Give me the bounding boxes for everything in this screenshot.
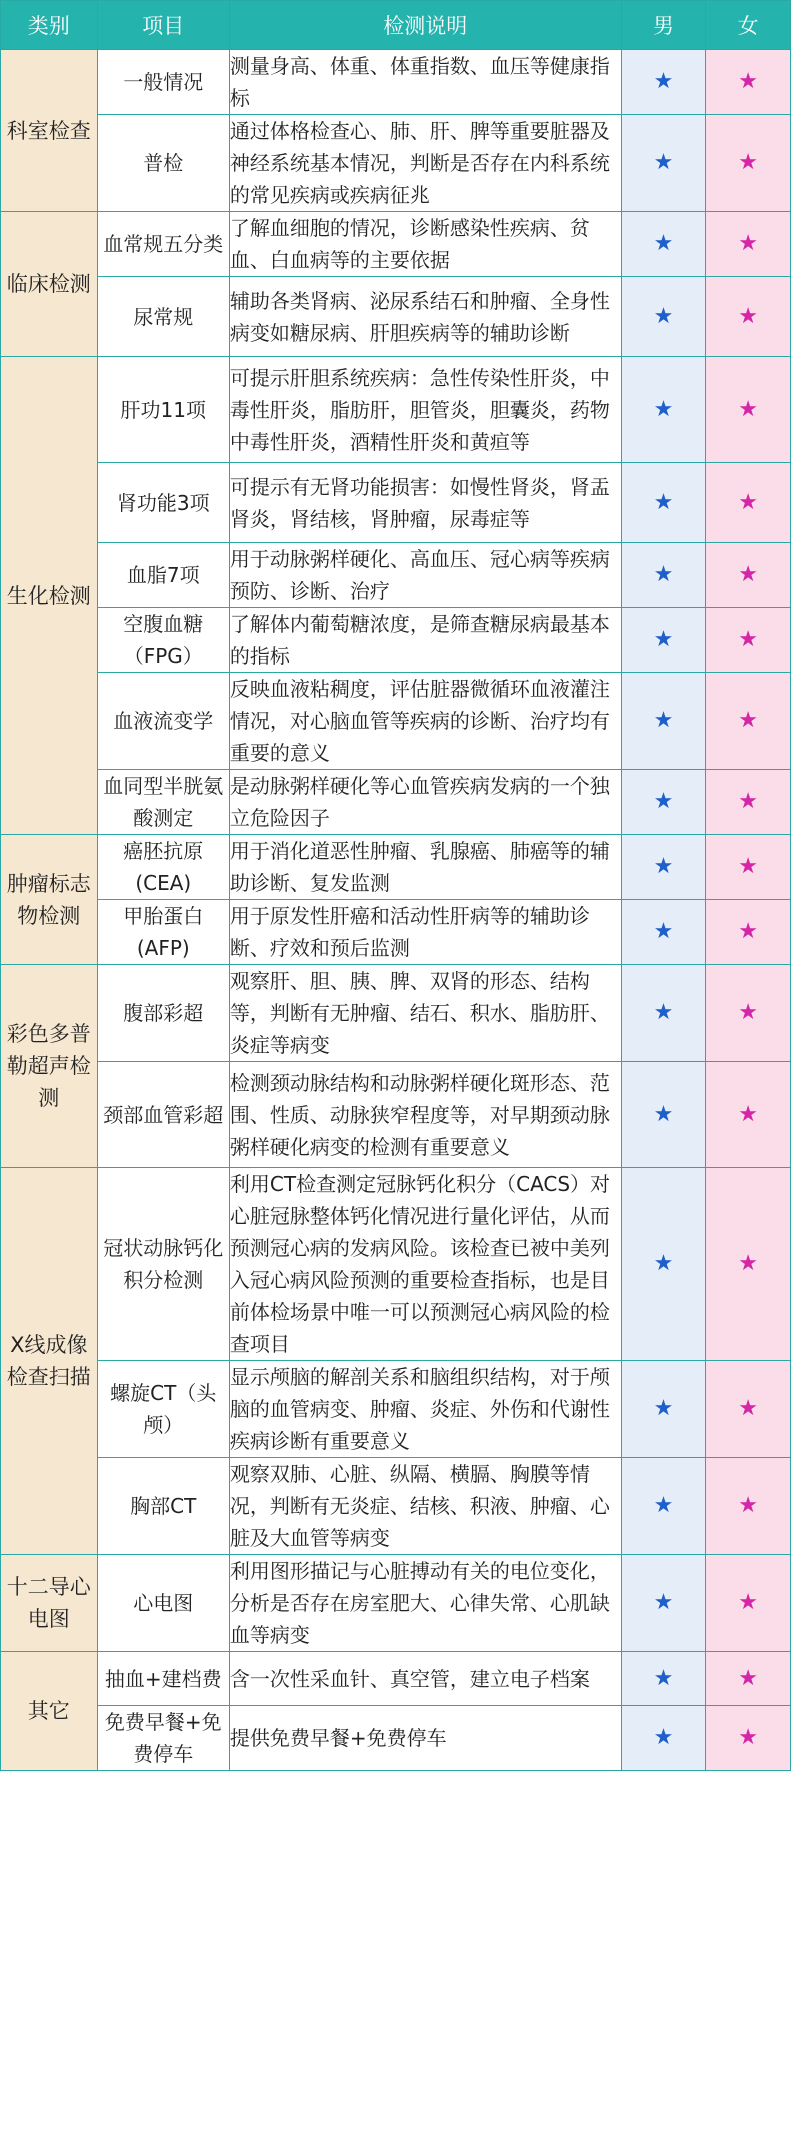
item-cell: 螺旋CT（头颅）: [97, 1361, 229, 1458]
star-icon: ★: [653, 489, 674, 515]
male-cell: [621, 965, 706, 1062]
description-cell: 利用CT检查测定冠脉钙化积分（CACS）对心脏冠脉整体钙化情况进行量化评估，从而预测冠心病的发病风险。该检查已被中美列入冠心病风险预测的重要检查指标，也是目前体检场景中唯一可以预测冠心病风险的检查项目: [229, 1168, 621, 1361]
table-row: [1, 115, 791, 212]
item-cell: 免费早餐+免费停车: [97, 1706, 229, 1771]
male-cell: [621, 463, 706, 543]
category-cell: X线成像检查扫描: [1, 1168, 98, 1555]
star-icon: ★: [653, 1000, 674, 1025]
item-cell: 冠状动脉钙化积分检测: [97, 1168, 229, 1361]
star-icon: ★: [653, 1725, 674, 1750]
category-cell: 肿瘤标志物检测: [1, 835, 98, 965]
star-icon: ★: [653, 1665, 674, 1691]
male-cell: [621, 608, 706, 673]
star-icon: ★: [653, 854, 674, 879]
star-icon: ★: [653, 150, 674, 175]
female-cell: [706, 1062, 791, 1168]
star-icon: ★: [738, 1493, 759, 1518]
table-row: [1, 212, 791, 277]
star-icon: ★: [738, 303, 759, 329]
female-cell: [706, 1458, 791, 1555]
item-cell: 血液流变学: [97, 673, 229, 770]
female-cell: [706, 543, 791, 608]
description-cell: 利用图形描记与心脏搏动有关的电位变化，分析是否存在房室肥大、心律失常、心肌缺血等病变: [229, 1555, 621, 1652]
star-icon: ★: [653, 919, 674, 944]
male-cell: [621, 1652, 706, 1706]
table-row: [1, 835, 791, 900]
female-cell: [706, 900, 791, 965]
female-cell: [706, 1361, 791, 1458]
female-cell: [706, 277, 791, 357]
male-cell: [621, 900, 706, 965]
star-icon: ★: [653, 562, 674, 587]
male-cell: [621, 673, 706, 770]
item-cell: 血同型半胱氨酸测定: [97, 770, 229, 835]
header-row: [1, 1, 791, 50]
category-cell: 科室检查: [1, 50, 98, 212]
table-row: [1, 608, 791, 673]
table-row: [1, 277, 791, 357]
description-cell: 可提示有无肾功能损害：如慢性肾炎，肾盂肾炎，肾结核，肾肿瘤，尿毒症等: [229, 463, 621, 543]
table-body: [1, 50, 791, 1771]
description-cell: 是动脉粥样硬化等心血管疾病发病的一个独立危险因子: [229, 770, 621, 835]
description-cell: 可提示肝胆系统疾病：急性传染性肝炎，中毒性肝炎，脂肪肝，胆管炎，胆囊炎，药物中毒性肝炎，酒精性肝炎和黄疸等: [229, 357, 621, 463]
table-row: [1, 357, 791, 463]
item-cell: 普检: [97, 115, 229, 212]
table-header: [1, 1, 791, 50]
male-cell: [621, 357, 706, 463]
star-icon: ★: [738, 562, 759, 587]
star-icon: ★: [738, 1725, 759, 1750]
table-row: [1, 1062, 791, 1168]
category-cell: 其它: [1, 1652, 98, 1771]
description-cell: 测量身高、体重、体重指数、血压等健康指标: [229, 50, 621, 115]
star-icon: ★: [653, 1251, 674, 1276]
star-icon: ★: [738, 789, 759, 814]
table-row: [1, 965, 791, 1062]
star-icon: ★: [653, 1590, 674, 1615]
item-cell: 胸部CT: [97, 1458, 229, 1555]
header-item: 项目: [97, 1, 229, 50]
star-icon: ★: [738, 627, 759, 652]
table-row: [1, 1555, 791, 1652]
table-row: [1, 1458, 791, 1555]
item-cell: 空腹血糖（FPG）: [97, 608, 229, 673]
item-cell: 尿常规: [97, 277, 229, 357]
table-row: [1, 463, 791, 543]
description-cell: 用于消化道恶性肿瘤、乳腺癌、肺癌等的辅助诊断、复发监测: [229, 835, 621, 900]
female-cell: [706, 1652, 791, 1706]
description-cell: 观察肝、胆、胰、脾、双肾的形态、结构等，判断有无肿瘤、结石、积水、脂肪肝、炎症等病变: [229, 965, 621, 1062]
star-icon: ★: [738, 1101, 759, 1127]
female-cell: [706, 608, 791, 673]
star-icon: ★: [738, 854, 759, 879]
table-row: [1, 1168, 791, 1361]
female-cell: [706, 463, 791, 543]
table-row: [1, 770, 791, 835]
male-cell: [621, 115, 706, 212]
item-cell: 癌胚抗原(CEA): [97, 835, 229, 900]
header-male: 男: [621, 1, 706, 50]
description-cell: 观察双肺、心脏、纵隔、横膈、胸膜等情况，判断有无炎症、结核、积液、肿瘤、心脏及大血管等病变: [229, 1458, 621, 1555]
description-cell: 提供免费早餐+免费停车: [229, 1706, 621, 1771]
female-cell: [706, 115, 791, 212]
star-icon: ★: [738, 150, 759, 175]
header-female: 女: [706, 1, 791, 50]
female-cell: [706, 835, 791, 900]
male-cell: [621, 212, 706, 277]
table-row: [1, 900, 791, 965]
female-cell: [706, 212, 791, 277]
star-icon: ★: [653, 1396, 674, 1421]
male-cell: [621, 770, 706, 835]
description-cell: 含一次性采血针、真空管，建立电子档案: [229, 1652, 621, 1706]
star-icon: ★: [653, 231, 674, 256]
star-icon: ★: [653, 789, 674, 814]
female-cell: [706, 673, 791, 770]
male-cell: [621, 1706, 706, 1771]
star-icon: ★: [653, 303, 674, 329]
star-icon: ★: [653, 1493, 674, 1518]
table-row: [1, 1706, 791, 1771]
star-icon: ★: [738, 1000, 759, 1025]
star-icon: ★: [653, 627, 674, 652]
description-cell: 辅助各类肾病、泌尿系结石和肿瘤、全身性病变如糖尿病、肝胆疾病等的辅助诊断: [229, 277, 621, 357]
male-cell: [621, 1062, 706, 1168]
star-icon: ★: [738, 69, 759, 94]
description-cell: 了解血细胞的情况，诊断感染性疾病、贫血、白血病等的主要依据: [229, 212, 621, 277]
star-icon: ★: [738, 708, 759, 733]
female-cell: [706, 965, 791, 1062]
category-cell: 彩色多普勒超声检测: [1, 965, 98, 1168]
male-cell: [621, 277, 706, 357]
female-cell: [706, 770, 791, 835]
description-cell: 了解体内葡萄糖浓度，是筛查糖尿病最基本的指标: [229, 608, 621, 673]
male-cell: [621, 1168, 706, 1361]
star-icon: ★: [653, 69, 674, 94]
description-cell: 用于原发性肝癌和活动性肝病等的辅助诊断、疗效和预后监测: [229, 900, 621, 965]
star-icon: ★: [738, 396, 759, 422]
star-icon: ★: [653, 396, 674, 422]
item-cell: 心电图: [97, 1555, 229, 1652]
table-row: [1, 50, 791, 115]
star-icon: ★: [738, 1396, 759, 1421]
table-row: [1, 1361, 791, 1458]
table-row: [1, 543, 791, 608]
male-cell: [621, 543, 706, 608]
description-cell: 用于动脉粥样硬化、高血压、冠心病等疾病预防、诊断、治疗: [229, 543, 621, 608]
description-cell: 检测颈动脉结构和动脉粥样硬化斑形态、范围、性质、动脉狭窄程度等，对早期颈动脉粥样硬化病变的检测有重要意义: [229, 1062, 621, 1168]
table-row: [1, 1652, 791, 1706]
male-cell: [621, 835, 706, 900]
female-cell: [706, 1555, 791, 1652]
item-cell: 血脂7项: [97, 543, 229, 608]
description-cell: 显示颅脑的解剖关系和脑组织结构，对于颅脑的血管病变、肿瘤、炎症、外伤和代谢性疾病诊断有重要意义: [229, 1361, 621, 1458]
star-icon: ★: [653, 1101, 674, 1127]
item-cell: 抽血+建档费: [97, 1652, 229, 1706]
male-cell: [621, 50, 706, 115]
star-icon: ★: [738, 1665, 759, 1691]
female-cell: [706, 357, 791, 463]
star-icon: ★: [653, 708, 674, 733]
item-cell: 血常规五分类: [97, 212, 229, 277]
item-cell: 肝功11项: [97, 357, 229, 463]
female-cell: [706, 50, 791, 115]
header-category: 类别: [1, 1, 98, 50]
item-cell: 甲胎蛋白(AFP): [97, 900, 229, 965]
header-description: 检测说明: [229, 1, 621, 50]
female-cell: [706, 1168, 791, 1361]
star-icon: ★: [738, 1251, 759, 1276]
male-cell: [621, 1458, 706, 1555]
category-cell: 临床检测: [1, 212, 98, 357]
category-cell: 十二导心电图: [1, 1555, 98, 1652]
star-icon: ★: [738, 1590, 759, 1615]
item-cell: 一般情况: [97, 50, 229, 115]
description-cell: 通过体格检查心、肺、肝、脾等重要脏器及神经系统基本情况，判断是否存在内科系统的常见疾病或疾病征兆: [229, 115, 621, 212]
star-icon: ★: [738, 231, 759, 256]
male-cell: [621, 1361, 706, 1458]
star-icon: ★: [738, 919, 759, 944]
category-cell: 生化检测: [1, 357, 98, 835]
item-cell: 肾功能3项: [97, 463, 229, 543]
star-icon: ★: [738, 489, 759, 515]
female-cell: [706, 1706, 791, 1771]
item-cell: 颈部血管彩超: [97, 1062, 229, 1168]
item-cell: 腹部彩超: [97, 965, 229, 1062]
male-cell: [621, 1555, 706, 1652]
table-row: [1, 673, 791, 770]
description-cell: 反映血液粘稠度，评估脏器微循环血液灌注情况，对心脑血管等疾病的诊断、治疗均有重要的意义: [229, 673, 621, 770]
